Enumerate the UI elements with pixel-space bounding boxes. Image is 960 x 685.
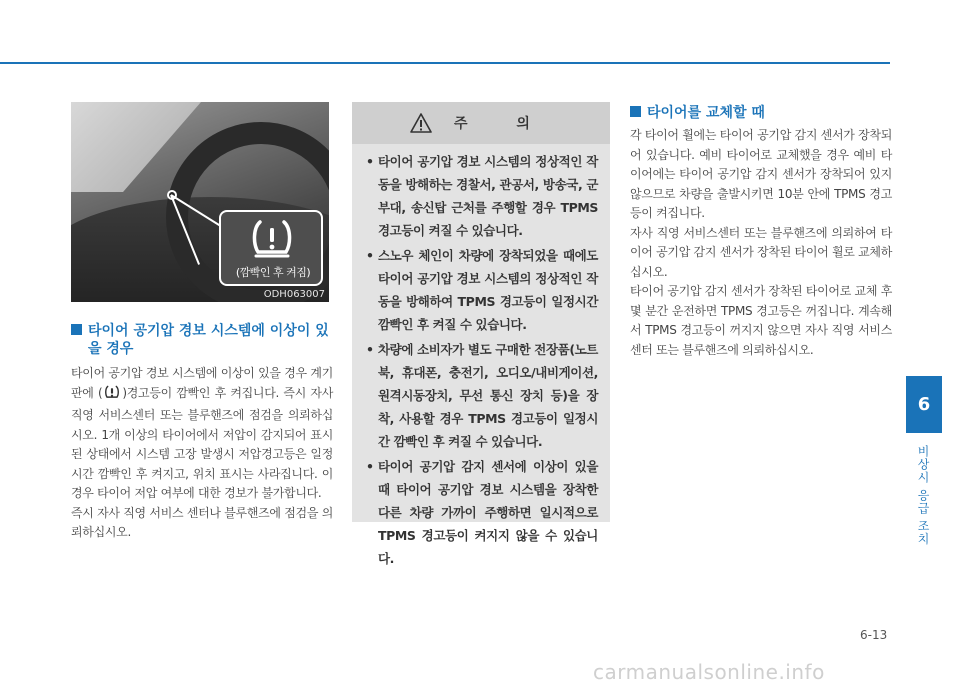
tpms-warning-icon bbox=[250, 218, 294, 260]
para-text: )경고등이 깜빡인 후 켜집니다. 즉시 자사 직영 서비스센터 또는 블루핸즈에 점검을 의뢰하십시오. 1개 이상의 타이어에서 저압이 감지되어 표시된 상태에서 시스템 고장 발생시 저압경고등은 일정시간 깜빡인 후 켜지고, 위치 표시는 사라집니다. 이 경우 타이어 저압 여부에 대한 경보가 불가합니다. bbox=[71, 385, 333, 500]
photo-code: ODH063007 bbox=[263, 289, 325, 300]
section-heading-replace bbox=[630, 104, 892, 122]
replace-paragraph-3: 타이어 공기압 감지 센서가 장착된 타이어로 교체 후 몇 분간 운전하면 TPMS 경고등은 꺼집니다. 계속해서 TPMS 경고등이 꺼지지 않으면 자사 직영 서비스센터 또는 블루핸즈에 의뢰하십시오. bbox=[630, 284, 892, 357]
caution-header bbox=[352, 102, 610, 144]
heading-line2: 을 경우 bbox=[88, 341, 134, 357]
caution-title: 주 의 bbox=[454, 116, 552, 132]
replace-paragraph-1: 각 타이어 휠에는 타이어 공기압 감지 센서가 장착되어 있습니다. 예비 타이어로 교체했을 경우 예비 타이어에는 타이어 공기압 감지 센서가 장착되어 있지 않으므로 차량을 출발시키면 10분 안에 TPMS 경고등이 켜집니다. bbox=[630, 128, 892, 220]
caution-item: • 타이어 공기압 경보 시스템의 정상적인 작동을 방해하는 경찰서, 관공서, 방송국, 군부대, 송신탑 근처를 주행할 경우 TPMS 경고등이 켜질 수 있습니다. bbox=[368, 150, 598, 242]
caution-item: • 타이어 공기압 감지 센서에 이상이 있을 때 타이어 공기압 경보 시스템을 장착한 다른 차량 가까이 주행하면 일시적으로 TPMS 경고등이 켜지지 않을 수 있습니다. bbox=[368, 455, 598, 570]
caution-list bbox=[352, 144, 610, 570]
heading-line1: 타이어 공기압 경보 시스템에 이상이 있 bbox=[88, 323, 329, 339]
heading-square-icon bbox=[630, 106, 641, 117]
heading-text: 타이어를 교체할 때 bbox=[647, 105, 765, 121]
malfunction-paragraph bbox=[71, 364, 333, 504]
watermark: carmanualsonline.info bbox=[593, 660, 825, 684]
caution-item: • 스노우 체인이 차량에 장착되었을 때에도 타이어 공기압 경보 시스템의 정상적인 작동을 방해하여 TPMS 경고등이 일정시간 깜빡인 후 켜질 수 있습니다. bbox=[368, 244, 598, 336]
caution-box bbox=[352, 102, 610, 566]
malfunction-paragraph-2: 즉시 자사 직영 서비스 센터나 블루핸즈에 점검을 의뢰하십시오. bbox=[71, 505, 333, 539]
inset-caption: (깜빡인 후 켜짐) bbox=[235, 266, 311, 279]
dashboard-photo bbox=[71, 102, 329, 302]
caution-item: • 차량에 소비자가 별도 구매한 전장품(노트북, 휴대폰, 충전기, 오디오/내비게이션, 원격시동장치, 무선 통신 장치 등)을 장착, 사용할 경우 TPMS 경고등이 일정시간 깜빡인 후 켜질 수 있습니다. bbox=[368, 338, 598, 453]
malfunction-body bbox=[71, 364, 333, 543]
para-text: 타이어 공기압 경보 시스템에 이상이 있을 경우 계기판에 ( bbox=[71, 366, 333, 400]
top-rule bbox=[0, 62, 890, 64]
section-heading-malfunction bbox=[71, 322, 333, 358]
warning-triangle-icon bbox=[410, 113, 432, 133]
replace-paragraph-2: 자사 직영 서비스센터 또는 블루핸즈에 의뢰하여 타이어 공기압 감지 센서가 장착된 타이어 휠로 교체하십시오. bbox=[630, 225, 892, 279]
chapter-label: 비상시 응급 조치 bbox=[916, 445, 930, 546]
replace-body bbox=[630, 126, 892, 360]
chapter-tab: 6 bbox=[906, 376, 942, 433]
tpms-warning-inset bbox=[219, 210, 323, 286]
page-number: 6-13 bbox=[860, 628, 888, 642]
heading-square-icon bbox=[71, 324, 82, 335]
tpms-inline-icon bbox=[104, 385, 120, 407]
